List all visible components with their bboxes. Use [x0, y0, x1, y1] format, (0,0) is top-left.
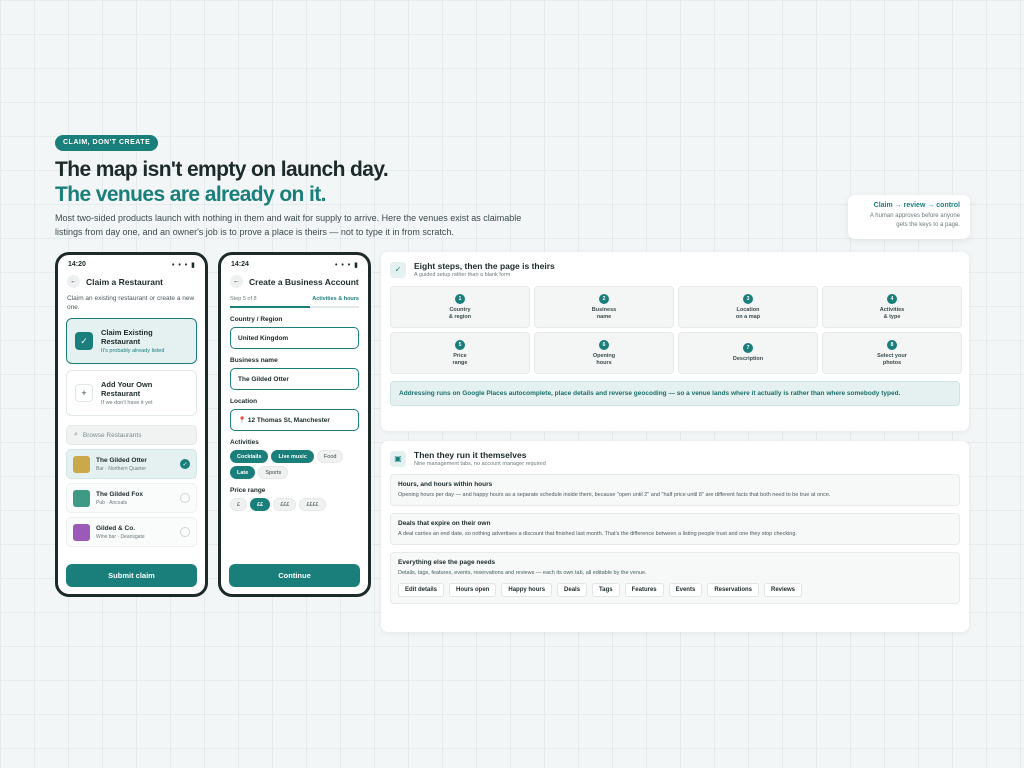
add-own-option[interactable]	[66, 370, 197, 416]
feature-desc: Opening hours per day — and happy hours as a separate schedule inside them, because "open until 2" and "half price until 8" are different facts that both need to be true at once.	[398, 492, 831, 498]
calendar-icon: ▣	[390, 451, 406, 467]
step-box	[390, 286, 530, 328]
activities-label: Activities	[230, 439, 259, 446]
back-arrow-icon[interactable]: ←	[67, 275, 80, 288]
callout-card	[848, 195, 970, 239]
screen-title: Create a Business Account	[249, 276, 359, 287]
feature-item	[390, 513, 960, 545]
check-icon: ✓	[75, 332, 93, 350]
country-label: Country / Region	[230, 316, 283, 323]
headline-line-2: The venues are already on it.	[55, 183, 326, 206]
headline-line-1: The map isn't empty on launch day.	[55, 158, 389, 181]
option-subtitle: It's probably already listed	[101, 348, 165, 354]
tab-tags[interactable]: Tags	[592, 583, 620, 597]
feature-desc: Details, tags, features, events, reservations and reviews — each its own tab, all editable by the venue.	[398, 570, 647, 576]
feature-item	[390, 552, 960, 604]
tab-reservations[interactable]: Reservations	[707, 583, 759, 597]
restaurant-meta: Bar · Northern Quarter	[96, 465, 147, 472]
step-box	[822, 286, 962, 328]
price-label: Price range	[230, 487, 266, 494]
status-bar	[221, 255, 368, 269]
activity-chip[interactable]: Late	[230, 466, 255, 479]
step-number: 5	[455, 340, 465, 350]
callout-subtitle: A human approves before anyone gets the keys to a page.	[869, 213, 960, 228]
card-title: Then they run it themselves	[414, 450, 527, 460]
business-label: Business name	[230, 357, 278, 364]
management-card	[381, 441, 969, 632]
restaurant-thumbnail	[73, 456, 90, 473]
restaurant-meta: Pub · Ancoats	[96, 499, 128, 506]
activity-chip[interactable]: Sports	[258, 466, 288, 479]
step-label: Description	[732, 356, 764, 362]
card-header	[381, 441, 969, 467]
activity-chip[interactable]: Food	[317, 450, 344, 463]
plus-icon: +	[75, 384, 93, 402]
step-box	[534, 286, 674, 328]
feature-title: Everything else the page needs	[398, 559, 496, 566]
restaurant-name: The Gilded Fox	[96, 490, 143, 498]
tab-deals[interactable]: Deals	[557, 583, 587, 597]
step-label: Activities & type	[879, 306, 905, 320]
card-title: Eight steps, then the page is theirs	[414, 261, 555, 271]
step-box	[534, 332, 674, 374]
feature-title: Hours, and hours within hours	[398, 481, 493, 488]
tab-reviews[interactable]: Reviews	[764, 583, 802, 597]
step-label: Price range	[452, 352, 468, 366]
phone-create-business	[218, 252, 371, 597]
business-name-field[interactable]: The Gilded Otter	[230, 368, 359, 390]
status-bar	[58, 255, 205, 269]
step-count: Step 5 of 8	[230, 296, 257, 302]
step-number: 1	[455, 294, 465, 304]
steps-grid	[381, 278, 969, 374]
activity-chip[interactable]: Cocktails	[230, 450, 268, 463]
section-tag: CLAIM, DON'T CREATE	[55, 135, 158, 151]
step-number: 4	[887, 294, 897, 304]
step-label: Business name	[591, 306, 617, 320]
setup-steps-card	[381, 252, 969, 431]
step-label: Opening hours	[592, 352, 616, 366]
back-arrow-icon[interactable]: ←	[230, 275, 243, 288]
price-chip[interactable]: £	[230, 498, 247, 511]
step-number: 7	[743, 343, 753, 353]
radio-icon[interactable]	[180, 527, 190, 537]
screen-title: Claim a Restaurant	[86, 276, 163, 287]
activity-chips	[221, 446, 368, 479]
page-title	[55, 157, 388, 207]
search-icon: ⌕	[74, 431, 78, 438]
restaurant-name: The Gilded Otter	[96, 456, 147, 464]
submit-claim-button[interactable]: Submit claim	[66, 564, 197, 587]
screen-subtitle: Claim an existing restaurant or create a new one.	[67, 295, 195, 311]
status-time: 14:20	[68, 261, 86, 268]
step-label: Country & region	[448, 306, 472, 320]
step-box	[678, 332, 818, 374]
addressing-note: Addressing runs on Google Places autocomplete, place details and reverse geocoding — so a venue lands where it actually is rather than where somebody typed.	[390, 381, 960, 406]
card-subtitle: A guided setup rather than a blank form	[414, 272, 511, 278]
step-number: 3	[743, 294, 753, 304]
phone-claim-restaurant	[55, 252, 208, 597]
card-subtitle: Nine management tabs, no account manager required	[414, 461, 546, 467]
step-box	[678, 286, 818, 328]
restaurant-thumbnail	[73, 524, 90, 541]
step-number: 2	[599, 294, 609, 304]
step-indicator	[221, 288, 368, 302]
tab-happy-hours[interactable]: Happy hours	[501, 583, 552, 597]
callout-title: Claim → review → control	[873, 202, 960, 209]
price-chip[interactable]: £££	[273, 498, 296, 511]
tab-features[interactable]: Features	[625, 583, 664, 597]
restaurant-meta: Wine bar · Deansgate	[96, 533, 145, 540]
list-item[interactable]	[66, 517, 197, 547]
step-box	[390, 332, 530, 374]
option-title: Claim Existing Restaurant	[101, 328, 153, 346]
status-dots-icon: • • • ▮	[171, 262, 196, 269]
screen-header	[221, 269, 368, 288]
step-number: 8	[887, 340, 897, 350]
feature-item	[390, 474, 960, 506]
price-chip[interactable]: ££	[250, 498, 270, 511]
radio-icon[interactable]	[180, 493, 190, 503]
location-field[interactable]: 📍 12 Thomas St, Manchester	[230, 409, 359, 431]
activity-chip[interactable]: Live music	[271, 450, 313, 463]
intro-text: Most two-sided products launch with nothing in them and wait for supply to arrive. Here the venues exist as claimable listings from day one, and an owner's job is to prove a place is theirs — not to type it in from scratch.	[55, 213, 522, 237]
country-field[interactable]: United Kingdom	[230, 327, 359, 349]
option-subtitle: If we don't have it yet	[101, 400, 153, 406]
search-placeholder: Browse Restaurants	[82, 431, 142, 439]
tab-events[interactable]: Events	[669, 583, 703, 597]
restaurant-thumbnail	[73, 490, 90, 507]
step-label: Location on a map	[735, 306, 761, 320]
status-time: 14:24	[231, 261, 249, 268]
feature-title: Deals that expire on their own	[398, 520, 491, 527]
tab-hours-open[interactable]: Hours open	[449, 583, 496, 597]
continue-button[interactable]: Continue	[229, 564, 360, 587]
check-icon: ✓	[390, 262, 406, 278]
card-header	[381, 252, 969, 278]
price-chip[interactable]: ££££	[299, 498, 325, 511]
step-number: 6	[599, 340, 609, 350]
restaurant-name: Gilded & Co.	[96, 524, 135, 532]
search-input[interactable]	[66, 425, 197, 445]
step-box	[822, 332, 962, 374]
tab-edit-details[interactable]: Edit details	[398, 583, 444, 597]
radio-checked-icon[interactable]: ✓	[180, 459, 190, 469]
option-title: Add Your Own Restaurant	[101, 380, 153, 398]
management-tabs	[398, 583, 952, 597]
list-item[interactable]	[66, 483, 197, 513]
step-name: Activities & hours	[312, 296, 359, 302]
claim-existing-option[interactable]	[66, 318, 197, 364]
feature-desc: A deal carries an end date, so nothing advertises a discount that finished last month. That's the difference between a listing people trust and one they stop checking.	[398, 531, 797, 537]
price-chips	[221, 494, 368, 511]
status-dots-icon: • • • ▮	[334, 262, 359, 269]
screen-header	[58, 269, 205, 288]
location-label: Location	[230, 398, 258, 405]
step-label: Select your photos	[877, 352, 907, 366]
list-item[interactable]	[66, 449, 197, 479]
